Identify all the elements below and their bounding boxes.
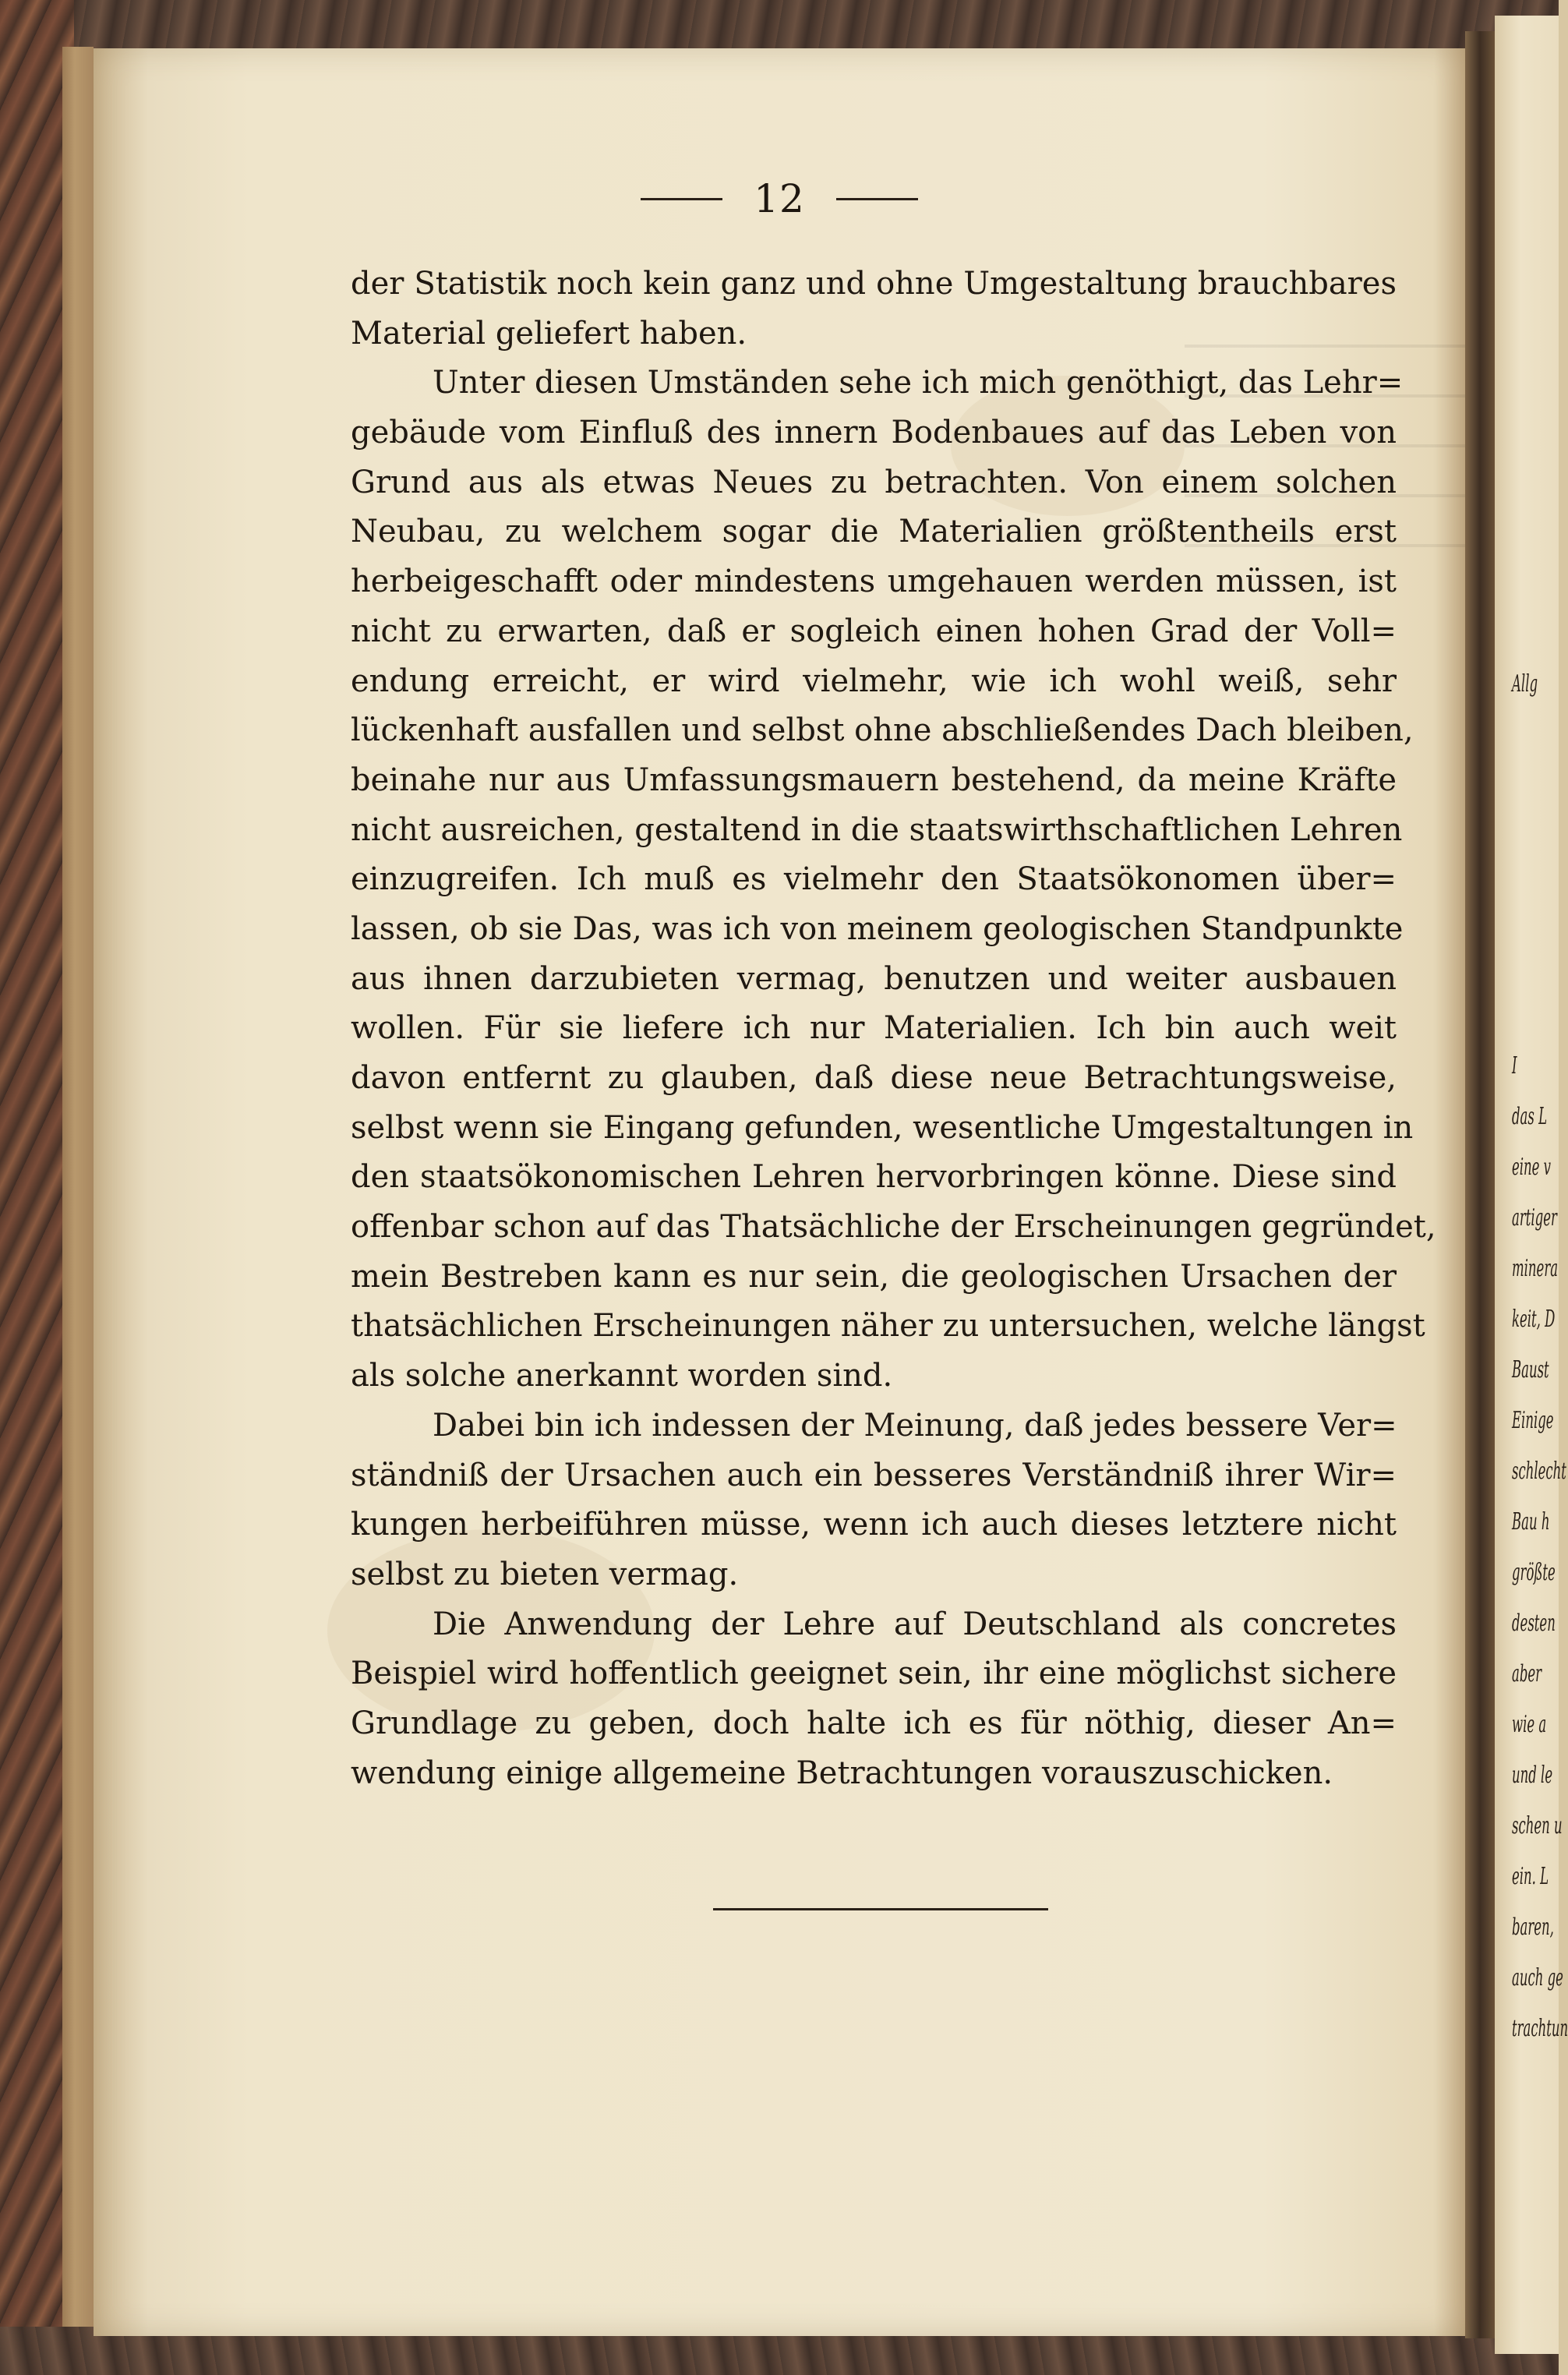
text-line: kungen herbeiführen müsse, wenn ich auch dieses letztere nicht — [351, 1507, 1397, 1543]
facing-page-fragment: I — [1512, 1052, 1517, 1080]
facing-page-fragment: Baust — [1512, 1356, 1549, 1384]
text-line: Grundlage zu geben, doch halte ich es für nöthig, dieser An= — [351, 1705, 1397, 1741]
header-rule-right — [836, 198, 918, 200]
text-line: offenbar schon auf das Thatsächliche der Erscheinungen gegründet, — [351, 1209, 1436, 1246]
text-line: nicht zu erwarten, daß er sogleich einen hohen Grad der Voll= — [351, 613, 1397, 649]
facing-page-fragment: eine v — [1512, 1154, 1552, 1181]
header-rule-left — [641, 198, 722, 200]
facing-page-fragment: das L — [1512, 1103, 1548, 1130]
facing-page-fragment: schen u — [1512, 1812, 1563, 1840]
text-line: ständniß der Ursachen auch ein besseres Verständniß ihrer Wir= — [351, 1457, 1397, 1493]
text-line: aus ihnen darzubieten vermag, benutzen und weiter ausbauen — [351, 960, 1397, 997]
text-line: herbeigeschafft oder mindestens umgehauen werden müssen, ist — [351, 564, 1397, 600]
text-line: nicht ausreichen, gestaltend in die staatswirthschaftlichen Lehren — [351, 811, 1403, 848]
book-gutter — [1465, 31, 1495, 2338]
text-line: der Statistik noch kein ganz und ohne Umgestaltung brauchbares — [351, 266, 1397, 302]
facing-page-fragment: Einige — [1512, 1407, 1554, 1434]
facing-page-fragment: minera — [1512, 1255, 1559, 1282]
text-line: den staatsökonomischen Lehren hervorbringen könne. Diese sind — [351, 1159, 1397, 1196]
page-number: 12 — [754, 176, 805, 221]
facing-page-fragment: ein. L — [1512, 1863, 1549, 1890]
text-line: wollen. Für sie liefere ich nur Materialien. Ich bin auch weit — [351, 1010, 1397, 1047]
text-line: Dabei bin ich indessen der Meinung, daß jedes bessere Ver= — [433, 1407, 1397, 1444]
page-header — [94, 175, 1465, 222]
facing-page-fragment: und le — [1512, 1762, 1553, 1789]
section-end-rule — [713, 1908, 1048, 1910]
facing-page-fragment: schlecht — [1512, 1458, 1566, 1485]
text-line: lückenhaft ausfallen und selbst ohne abschließendes Dach bleiben, — [351, 712, 1414, 749]
facing-page-fragment: auch ge — [1512, 1964, 1563, 1992]
text-line: endung erreicht, er wird vielmehr, wie ich wohl weiß, sehr — [351, 663, 1397, 699]
facing-page-fragment: aber — [1512, 1660, 1542, 1688]
facing-page-fragment: größte — [1512, 1559, 1556, 1586]
facing-page-fragment: Bau h — [1512, 1508, 1550, 1536]
text-line: selbst zu bieten vermag. — [351, 1556, 739, 1592]
text-line: selbst wenn sie Eingang gefunden, wesentliche Umgestaltungen in — [351, 1109, 1414, 1146]
facing-page-edge — [1495, 16, 1568, 2354]
facing-page-fragment: Allg — [1512, 670, 1538, 698]
text-line: davon entfernt zu glauben, daß diese neue Betrachtungsweise, — [351, 1060, 1397, 1096]
text-line: mein Bestreben kann es nur sein, die geologischen Ursachen der — [351, 1258, 1397, 1295]
page-edges-left — [62, 47, 94, 2331]
facing-page-fragment: baren, — [1512, 1914, 1554, 1941]
text-line: gebäude vom Einfluß des innern Bodenbaues auf das Leben von — [351, 415, 1397, 451]
text-line: beinahe nur aus Umfassungsmauern bestehend, da meine Kräfte — [351, 762, 1397, 798]
text-line: lassen, ob sie Das, was ich von meinem geologischen Standpunkte — [351, 910, 1404, 947]
body-text — [351, 260, 1436, 1798]
facing-page-fragment: artiger — [1512, 1204, 1557, 1232]
facing-page-fragment: trachtun — [1512, 2015, 1568, 2042]
text-line: thatsächlichen Erscheinungen näher zu untersuchen, welche längst — [351, 1308, 1425, 1345]
text-line: Neubau, zu welchem sogar die Materialien größtentheils erst — [351, 514, 1397, 550]
facing-page-fragment: keit, D — [1512, 1306, 1556, 1333]
text-line: Grund aus als etwas Neues zu betrachten. Von einem solchen — [351, 464, 1397, 500]
text-line: einzugreifen. Ich muß es vielmehr den Staatsökonomen über= — [351, 861, 1397, 898]
facing-page-fragment: desten — [1512, 1610, 1556, 1637]
text-line: Material geliefert haben. — [351, 315, 747, 352]
text-line: als solche anerkannt worden sind. — [351, 1358, 893, 1394]
text-line: Unter diesen Umständen sehe ich mich genöthigt, das Lehr= — [433, 365, 1404, 401]
facing-page-fragment: wie a — [1512, 1711, 1547, 1738]
text-line: wendung einige allgemeine Betrachtungen vorauszuschicken. — [351, 1755, 1333, 1791]
text-line: Die Anwendung der Lehre auf Deutschland als concretes — [433, 1606, 1397, 1642]
text-line: Beispiel wird hoffentlich geeignet sein, ihr eine möglichst sichere — [351, 1656, 1397, 1692]
